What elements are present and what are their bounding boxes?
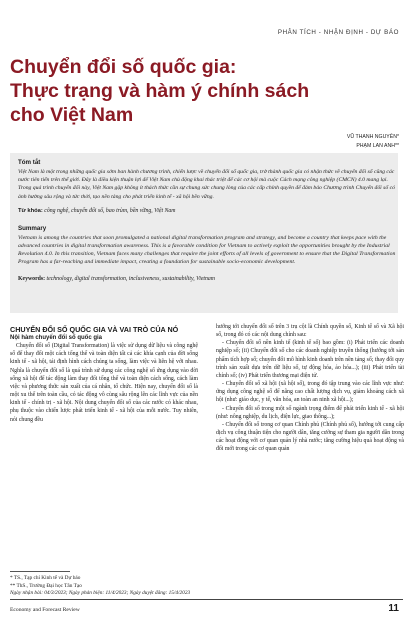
footnotes: [10, 575, 270, 598]
abstract-en-text: Vietnam is among the countries that soon promulgated a national digital transformation program and strategy, and become a country that keeps pace with the advanced countries in digital transformation awareness. This is a favorable condition for Vietnam to actively exploit the opportunities brought by the Industrial Revolution 4.0. In this transition, Vietnam faces many challenges that require the joint efforts of all levels of government to ensure that the Digital Transformation Program has a far-reaching and immediate impact, creating a foundation for sustainable socio-economic development.: [18, 234, 396, 266]
left-column: [10, 325, 198, 424]
abstract-vi-heading: Tóm tắt: [18, 159, 41, 166]
author-2: PHẠM LAN ANH**: [356, 143, 399, 149]
keywords-vi: [18, 207, 396, 215]
keywords-en: [18, 275, 396, 283]
author-block: [347, 133, 399, 151]
abstract-en-heading: Summary: [18, 224, 47, 232]
abstract-content: [18, 159, 396, 283]
abstract-box: [10, 153, 398, 313]
keywords-en-label: Keywords:: [18, 275, 46, 282]
title-line-3: cho Việt Nam: [10, 104, 134, 126]
section-label: PHÂN TÍCH - NHẬN ĐỊNH - DỰ BÁO: [277, 29, 399, 36]
body-paragraph-left: Chuyển đổi số (Digital Transformation) là việc sử dụng dữ liệu và công nghệ số để thay đổi một cách tổng thể và toàn diện tất cả các khía cạnh của đời sống kinh tế - xã hội, tái định hình cách chúng ta sống, làm việc và liên hệ với nhau. Nghĩa là chuyển đổi số là quá trình sử dụng các công nghệ số ứng dụng vào đời sống xã hội để tác động làm thay đổi tổng thể và toàn diện cách sống, cách làm việc và phương thức sản xuất của cá nhân, tổ chức. Hiện nay, chuyển đổi số là một xu thế trên toàn cầu, có tác động vô cùng sâu rộng lên các lĩnh vực của nền kinh tế - chính trị - xã hội. Nội dung chuyển đổi số của các nước có khác nhau, phụ thuộc vào chiến lược phát triển kinh tế - xã hội của mỗi nước. Tuy nhiên, nói chung đều: [10, 343, 198, 423]
title-line-2: Thực trạng và hàm ý chính sách: [10, 80, 310, 102]
sub-heading: Nội hàm chuyển đổi số quốc gia: [10, 335, 103, 341]
body-paragraph-right-4: - Chuyển đổi số trong một số ngành trọng điểm để phát triển kinh tế - xã hội (như: nông nghiệp, du lịch, điện lực, giao thông...);: [216, 405, 404, 420]
body-paragraph-right-3: - Chuyển đổi số xã hội (xã hội số), trong đó tập trung vào các lĩnh vực như: ứng dụng công nghệ số để nâng cao chất lượng dịch vụ, giảm khoảng cách xã hội (như: giáo dục, y tế, văn hóa, an toàn an ninh xã hội...);: [216, 381, 404, 404]
footnote-divider: [10, 571, 70, 572]
footnote-2: ** ThS., Trường Đại học Tân Tạo: [10, 582, 82, 589]
body-paragraph-right-5: - Chuyển đổi số trong cơ quan Chính phủ (Chính phủ số), hướng tới cung cấp dịch vụ công thuận tiện cho người dân, tăng cường sự tham gia người dân trong các hoạt động với cơ quan quản lý nhà nước; tăng cường hiệu quả hoạt động và đổi mới trong các cơ quan quản: [216, 421, 404, 453]
abstract-vi-text: Việt Nam là một trong những quốc gia sớm ban hành chương trình, chiến lược về chuyển đổi số quốc gia, trở thành quốc gia có nhận thức về chuyển đổi số cũng các nước tiên tiến trên thế giới. Đây là điều kiện thuận lợi để Việt Nam chủ động khai thác triệt để các cơ hội mà cuộc Cách mạng công nghiệp (CMCN) 4.0 mang lại. Trong quá trình chuyển đổi này, Việt Nam gặp không ít thách thức cần sự chung sức chung lòng của các cấp chính quyền để đảm bảo Chương trình Chuyển đổi số có ảnh hưởng sâu rộng và tức thời, tạo nền tảng cho phát triển kinh tế - xã hội bền vững.: [18, 169, 396, 200]
keywords-en-text: technology, digital transformation, inclusiveness, sustainability, Vietnam: [46, 275, 215, 282]
page-number: 11: [388, 603, 399, 614]
body-paragraph-right-2: - Chuyển đổi số nền kinh tế (kinh tế số) bao gồm: (i) Phát triển các doanh nghiệp số; (ii) Chuyển đổi số cho các doanh nghiệp truyền thống (hướng tới sản phẩm tích hợp số; chuyển đổi mô hình kinh doanh trên nền tảng số; thay đổi quy trình sản xuất dựa trên dữ liệu số, tự động hóa, ảo hóa...); (iii) Phát triển tài chính số; (iv) Phát triển thương mại điện tử.: [216, 340, 404, 379]
keywords-vi-label: Từ khóa:: [18, 207, 43, 214]
article-dates: Ngày nhận bài: 04/3/2023; Ngày phản biện: 11/4/2023; Ngày duyệt đăng: 15/4/2023: [10, 590, 191, 597]
title-line-1: Chuyển đổi số quốc gia:: [10, 56, 237, 78]
footnote-1: * TS., Tạp chí Kinh tế và Dự báo: [10, 575, 81, 581]
body-paragraph-right-1: hướng tới chuyển đổi số trên 3 trụ cột là Chính quyền số, Kinh tế số và Xã hội số, trong đó có các nội dung chính sau:: [216, 324, 404, 339]
author-1: VŨ THANH NGUYÊN*: [346, 134, 399, 140]
section-heading: CHUYỂN ĐỔI SỐ QUỐC GIA VÀ VAI TRÒ CỦA NÓ: [10, 325, 179, 334]
journal-name: Economy and Forecast Review: [10, 607, 80, 613]
article-title: [10, 55, 310, 127]
footer-divider: [10, 599, 403, 600]
right-column: [216, 323, 404, 454]
keywords-vi-text: công nghệ, chuyển đổi số, bao trùm, bền vững, Việt Nam: [44, 207, 176, 214]
